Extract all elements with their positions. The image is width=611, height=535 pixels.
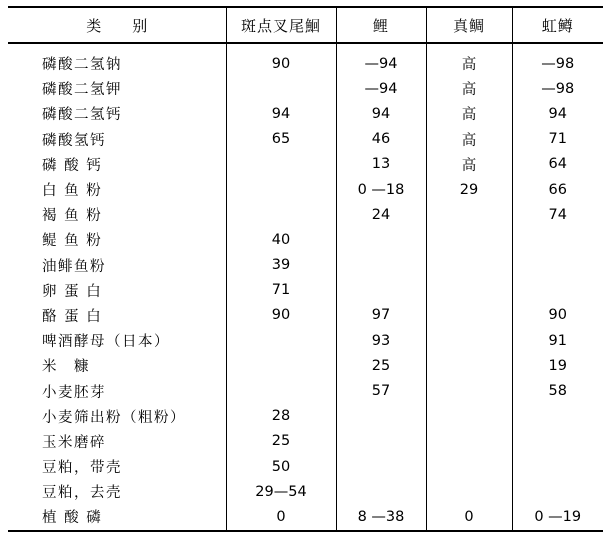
cell-red-seabream bbox=[426, 202, 512, 227]
cell-channel-catfish bbox=[226, 177, 336, 202]
cell-carp: —94 bbox=[336, 76, 426, 101]
table-row bbox=[8, 152, 603, 177]
cell-carp: 0 —18 bbox=[336, 177, 426, 202]
table-row bbox=[8, 101, 603, 126]
cell-channel-catfish bbox=[226, 328, 336, 353]
cell-channel-catfish: 65 bbox=[226, 127, 336, 152]
row-label: 白 鱼 粉 bbox=[42, 183, 103, 200]
cell-carp bbox=[336, 404, 426, 429]
column-header-channel-catfish: 斑点叉尾鮰 bbox=[226, 7, 336, 43]
cell-red-seabream: 0 bbox=[426, 504, 512, 530]
table-header bbox=[8, 7, 603, 43]
row-label: 褐 鱼 粉 bbox=[42, 208, 103, 225]
row-label: 磷酸二氢钾 bbox=[42, 82, 122, 99]
cell-red-seabream bbox=[426, 429, 512, 454]
cell-rainbow-trout: 0 —19 bbox=[512, 504, 603, 530]
table-row bbox=[8, 479, 603, 504]
cell-channel-catfish: 25 bbox=[226, 429, 336, 454]
cell-channel-catfish: 40 bbox=[226, 227, 336, 252]
spacer-cell bbox=[512, 43, 603, 51]
cell-red-seabream: 高 bbox=[426, 127, 512, 152]
cell-rainbow-trout: —98 bbox=[512, 76, 603, 101]
column-header-rainbow-trout: 虹鳟 bbox=[512, 7, 603, 43]
cell-carp bbox=[336, 227, 426, 252]
column-header-red-seabream: 真鲷 bbox=[426, 7, 512, 43]
cell-rainbow-trout: 74 bbox=[512, 202, 603, 227]
table-row bbox=[8, 127, 603, 152]
table-row bbox=[8, 454, 603, 479]
cell-rainbow-trout bbox=[512, 454, 603, 479]
cell-carp: 25 bbox=[336, 353, 426, 378]
cell-rainbow-trout: —98 bbox=[512, 51, 603, 76]
row-label: 豆粕，带壳 bbox=[42, 460, 122, 477]
spacer-cell bbox=[336, 43, 426, 51]
cell-red-seabream bbox=[426, 378, 512, 403]
cell-red-seabream bbox=[426, 227, 512, 252]
row-label: 玉米磨碎 bbox=[42, 434, 106, 451]
cell-carp: 24 bbox=[336, 202, 426, 227]
cell-red-seabream bbox=[426, 353, 512, 378]
cell-red-seabream bbox=[426, 328, 512, 353]
table-row bbox=[8, 328, 603, 353]
table-body bbox=[8, 43, 603, 531]
cell-rainbow-trout: 64 bbox=[512, 152, 603, 177]
cell-carp: —94 bbox=[336, 51, 426, 76]
cell-carp: 46 bbox=[336, 127, 426, 152]
table-row bbox=[8, 227, 603, 252]
table-row bbox=[8, 353, 603, 378]
cell-rainbow-trout bbox=[512, 479, 603, 504]
cell-carp bbox=[336, 429, 426, 454]
row-label: 米 糠 bbox=[42, 359, 90, 376]
cell-rainbow-trout bbox=[512, 278, 603, 303]
row-label: 植 酸 磷 bbox=[42, 510, 103, 527]
cell-red-seabream bbox=[426, 278, 512, 303]
cell-channel-catfish: 39 bbox=[226, 253, 336, 278]
cell-rainbow-trout: 71 bbox=[512, 127, 603, 152]
row-label: 磷酸二氢钠 bbox=[42, 57, 122, 74]
cell-rainbow-trout: 91 bbox=[512, 328, 603, 353]
table-row bbox=[8, 177, 603, 202]
cell-carp: 8 —38 bbox=[336, 504, 426, 530]
cell-red-seabream: 高 bbox=[426, 51, 512, 76]
table-row bbox=[8, 303, 603, 328]
table-row bbox=[8, 429, 603, 454]
cell-red-seabream bbox=[426, 479, 512, 504]
table-row bbox=[8, 378, 603, 403]
cell-rainbow-trout: 66 bbox=[512, 177, 603, 202]
cell-red-seabream: 高 bbox=[426, 76, 512, 101]
column-header-category: 类 别 bbox=[86, 16, 156, 35]
row-label: 鳀 鱼 粉 bbox=[42, 233, 103, 250]
row-label: 豆粕，去壳 bbox=[42, 485, 122, 502]
row-label: 酪 蛋 白 bbox=[42, 308, 103, 325]
cell-carp: 13 bbox=[336, 152, 426, 177]
cell-channel-catfish: 94 bbox=[226, 101, 336, 126]
row-label: 小麦胚芽 bbox=[42, 384, 106, 401]
cell-channel-catfish: 71 bbox=[226, 278, 336, 303]
table-row bbox=[8, 202, 603, 227]
table-row bbox=[8, 76, 603, 101]
cell-channel-catfish bbox=[226, 152, 336, 177]
cell-red-seabream: 高 bbox=[426, 152, 512, 177]
cell-channel-catfish bbox=[226, 353, 336, 378]
row-label: 油鲱鱼粉 bbox=[42, 258, 106, 275]
cell-red-seabream: 29 bbox=[426, 177, 512, 202]
cell-carp bbox=[336, 253, 426, 278]
cell-carp: 57 bbox=[336, 378, 426, 403]
cell-carp bbox=[336, 479, 426, 504]
table-row bbox=[8, 504, 603, 530]
cell-channel-catfish: 29—54 bbox=[226, 479, 336, 504]
cell-carp: 97 bbox=[336, 303, 426, 328]
row-label: 磷 酸 钙 bbox=[42, 157, 103, 174]
cell-red-seabream bbox=[426, 454, 512, 479]
cell-rainbow-trout: 94 bbox=[512, 101, 603, 126]
spacer-cell bbox=[426, 43, 512, 51]
spacer-cell bbox=[8, 43, 226, 51]
table-row bbox=[8, 278, 603, 303]
cell-rainbow-trout: 19 bbox=[512, 353, 603, 378]
cell-channel-catfish: 0 bbox=[226, 504, 336, 530]
row-label: 磷酸氢钙 bbox=[42, 132, 106, 149]
cell-carp bbox=[336, 278, 426, 303]
cell-red-seabream: 高 bbox=[426, 101, 512, 126]
row-label: 啤酒酵母（日本） bbox=[42, 334, 170, 351]
table-row bbox=[8, 253, 603, 278]
cell-rainbow-trout bbox=[512, 227, 603, 252]
cell-carp: 94 bbox=[336, 101, 426, 126]
cell-rainbow-trout: 58 bbox=[512, 378, 603, 403]
cell-channel-catfish: 90 bbox=[226, 303, 336, 328]
cell-red-seabream bbox=[426, 303, 512, 328]
spacer-row bbox=[8, 43, 603, 51]
cell-channel-catfish: 28 bbox=[226, 404, 336, 429]
cell-channel-catfish: 50 bbox=[226, 454, 336, 479]
row-label: 小麦筛出粉（粗粉） bbox=[42, 409, 186, 426]
spacer-cell bbox=[226, 43, 336, 51]
cell-rainbow-trout bbox=[512, 404, 603, 429]
table-row bbox=[8, 51, 603, 76]
cell-channel-catfish bbox=[226, 378, 336, 403]
column-header-carp: 鲤 bbox=[336, 7, 426, 43]
table-row bbox=[8, 404, 603, 429]
cell-carp: 93 bbox=[336, 328, 426, 353]
cell-red-seabream bbox=[426, 404, 512, 429]
phosphorus-availability-table bbox=[8, 6, 603, 532]
cell-channel-catfish bbox=[226, 202, 336, 227]
cell-carp bbox=[336, 454, 426, 479]
row-label: 磷酸二氢钙 bbox=[42, 107, 122, 124]
cell-channel-catfish bbox=[226, 76, 336, 101]
cell-red-seabream bbox=[426, 253, 512, 278]
row-label: 卵 蛋 白 bbox=[42, 283, 103, 300]
cell-rainbow-trout bbox=[512, 429, 603, 454]
cell-rainbow-trout bbox=[512, 253, 603, 278]
cell-channel-catfish: 90 bbox=[226, 51, 336, 76]
header-row bbox=[8, 7, 603, 43]
cell-rainbow-trout: 90 bbox=[512, 303, 603, 328]
